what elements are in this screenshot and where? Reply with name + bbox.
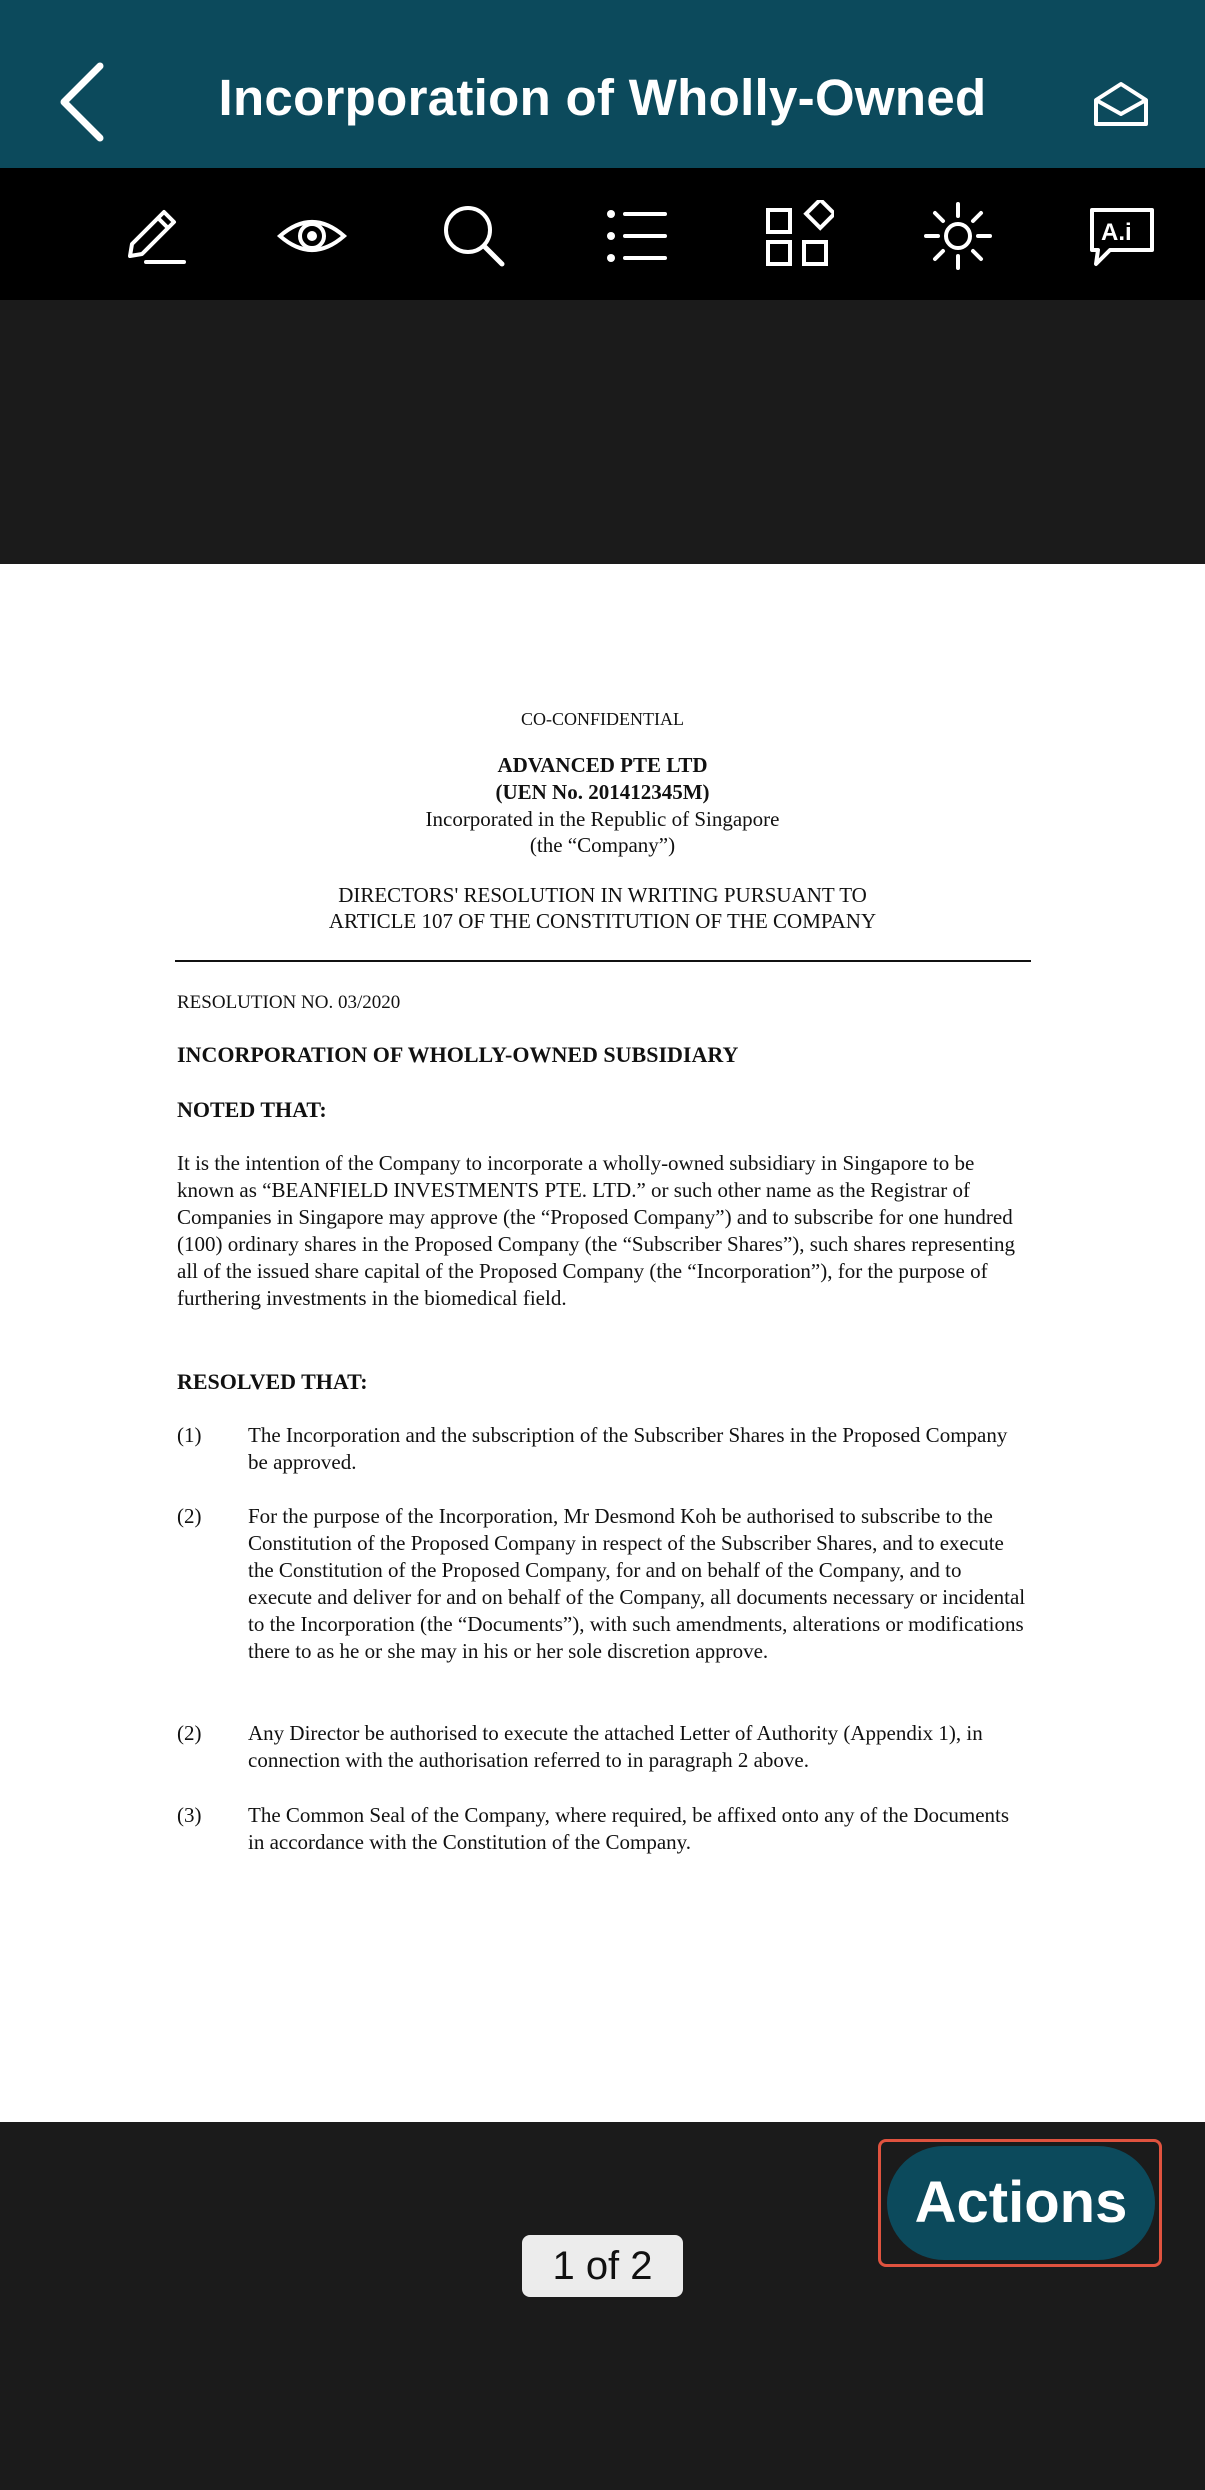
chevron-left-icon — [50, 56, 110, 146]
company-name: ADVANCED PTE LTD — [497, 753, 708, 777]
mail-button[interactable] — [1090, 78, 1152, 130]
item-text: For the purpose of the Incorporation, Mr Desmond Koh be authorised to subscribe to the Constitution of the Proposed Company in respect of the Subscriber Shares, and to execute the Constitution of the Proposed Company, for and on behalf of the Company, and to execute and deliver for and on behalf of the Company, all documents necessary or incidental to the Incorporation (the “Documents”), with such amendments, alterations or modifications there to as he or she may in his or her sole discretion approve. — [248, 1504, 1026, 1663]
noted-that-paragraph: It is the intention of the Company to incorporate a wholly-owned subsidiary in Singapore to be known as “BEANFIELD INVESTMENTS PTE. LTD.” or such other name as the Registrar of Companies in Singapore may approve (the “Proposed Company”) and to subscribe for one hundred (100) ordinary shares in the Proposed Company (the “Subscriber Shares”), such shares representing all of the issued share capital of the Proposed Company (the “Incorporation”), for the purpose of furthering investments in the biomedical field. — [177, 1151, 1016, 1310]
bottom-bar — [0, 2122, 1205, 2490]
top-nav-bar — [0, 0, 1205, 168]
thumbnails-button[interactable] — [760, 198, 836, 274]
resolution-heading-line-1: DIRECTORS' RESOLUTION IN WRITING PURSUANT TO — [338, 883, 867, 907]
tool-bar — [0, 168, 1205, 300]
view-button[interactable] — [274, 198, 350, 274]
company-alias: (the “Company”) — [529, 833, 676, 857]
back-button[interactable] — [50, 56, 130, 156]
item-text: Any Director be authorised to execute the attached Letter of Authority (Appendix 1), in connection with the authorisation referred to in paragraph 2 above. — [248, 1721, 983, 1772]
eye-icon — [276, 200, 348, 272]
actions-highlight — [878, 2139, 1162, 2267]
item-text: The Incorporation and the subscription of the Subscriber Shares in the Proposed Company be approved. — [248, 1423, 1008, 1474]
svg-text:A.i: A.i — [1101, 219, 1132, 246]
resolved-that-heading: RESOLVED THAT: — [177, 1369, 368, 1394]
outline-button[interactable] — [597, 198, 673, 274]
brightness-icon — [922, 200, 994, 272]
item-number: (1) — [177, 1423, 202, 1447]
open-envelope-icon — [1090, 78, 1152, 130]
noted-that-heading: NOTED THAT: — [177, 1097, 327, 1122]
item-number: (2) — [177, 1504, 202, 1528]
actions-button[interactable]: Actions — [887, 2146, 1155, 2260]
brightness-button[interactable] — [920, 198, 996, 274]
resolution-number: RESOLUTION NO. 03/2020 — [177, 992, 401, 1013]
divider — [175, 960, 1031, 962]
shapes-icon — [762, 200, 834, 272]
confidential-label: CO-CONFIDENTIAL — [521, 709, 684, 729]
document-title: Incorporation of Wholly-Owned — [218, 69, 987, 126]
item-number: (3) — [177, 1803, 202, 1827]
company-uen: (UEN No. 201412345M) — [495, 780, 710, 804]
ai-text-icon — [1086, 200, 1158, 272]
item-text: The Common Seal of the Company, where required, be affixed onto any of the Documents in accordance with the Constitution of the Company. — [248, 1803, 1010, 1854]
ai-text-button[interactable] — [1084, 198, 1160, 274]
annotate-button[interactable] — [114, 198, 190, 274]
document-page — [0, 564, 1205, 2122]
page-gap — [0, 300, 1205, 564]
resolution-heading-line-2: ARTICLE 107 OF THE CONSTITUTION OF THE COMPANY — [328, 909, 877, 933]
item-number: (2) — [177, 1721, 202, 1745]
incorporation-line: Incorporated in the Republic of Singapore — [425, 807, 780, 831]
search-icon — [438, 200, 510, 272]
page-indicator: 1 of 2 — [522, 2235, 683, 2297]
pencil-icon — [116, 200, 188, 272]
resolution-subject: INCORPORATION OF WHOLLY-OWNED SUBSIDIARY — [177, 1042, 739, 1067]
list-icon — [599, 200, 671, 272]
search-button[interactable] — [436, 198, 512, 274]
